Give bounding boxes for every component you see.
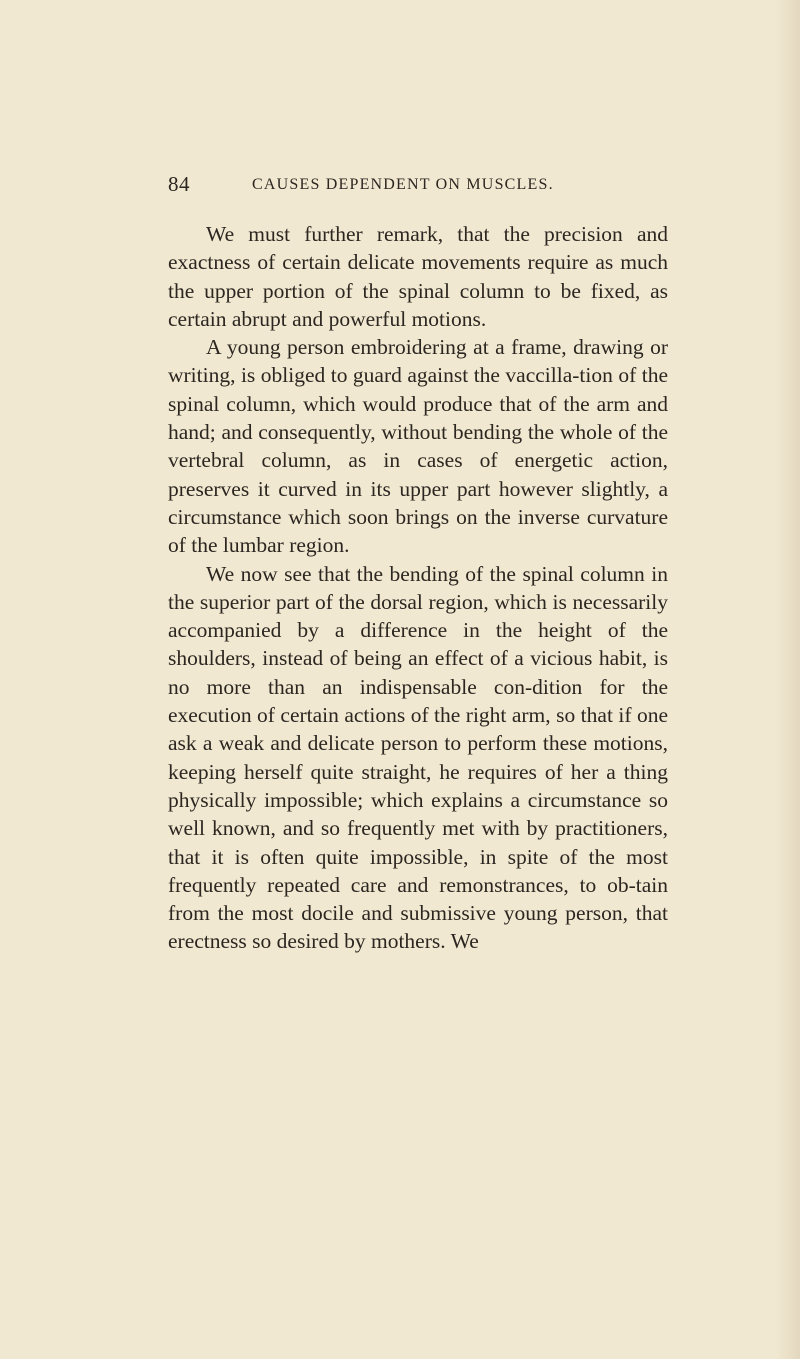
paragraph-3: We now see that the bending of the spinal column in the superior part of the dorsal region, which is necessarily accompanied by a difference in the height of the shoulders, instead of being an effect of a vicious habit, is no more than an indispensable con-dition for the execution of certain actions of the right arm, so that if one ask a weak and delicate person to perform these motions, keeping herself quite straight, he requires of her a thing physically impossible; which explains a circumstance so well known, and so frequently met with by practitioners, that it is often quite impossible, in spite of the most frequently repeated care and remonstrances, to ob-tain from the most docile and submissive young person, that erectness so desired by mothers. We <box>168 561 668 954</box>
page-edge-shadow <box>776 0 800 1359</box>
page-header <box>168 172 688 206</box>
body-text <box>168 220 668 956</box>
paragraph-2: A young person embroidering at a frame, drawing or writing, is obliged to guard against the vaccilla-tion of the spinal column, which would produce that of the arm and hand; and consequently, without bending the whole of the vertebral column, as in cases of energetic action, preserves it curved in its upper part however slightly, a circumstance which soon brings on the inverse curvature of the lumbar region. <box>168 335 668 558</box>
running-title: CAUSES DEPENDENT ON MUSCLES. <box>252 176 554 193</box>
page-number: 84 <box>168 172 190 196</box>
paragraph-1: We must further remark, that the precision and exactness of certain delicate movements require as much the upper portion of the spinal column to be fixed, as certain abrupt and powerful motions. <box>168 222 668 331</box>
